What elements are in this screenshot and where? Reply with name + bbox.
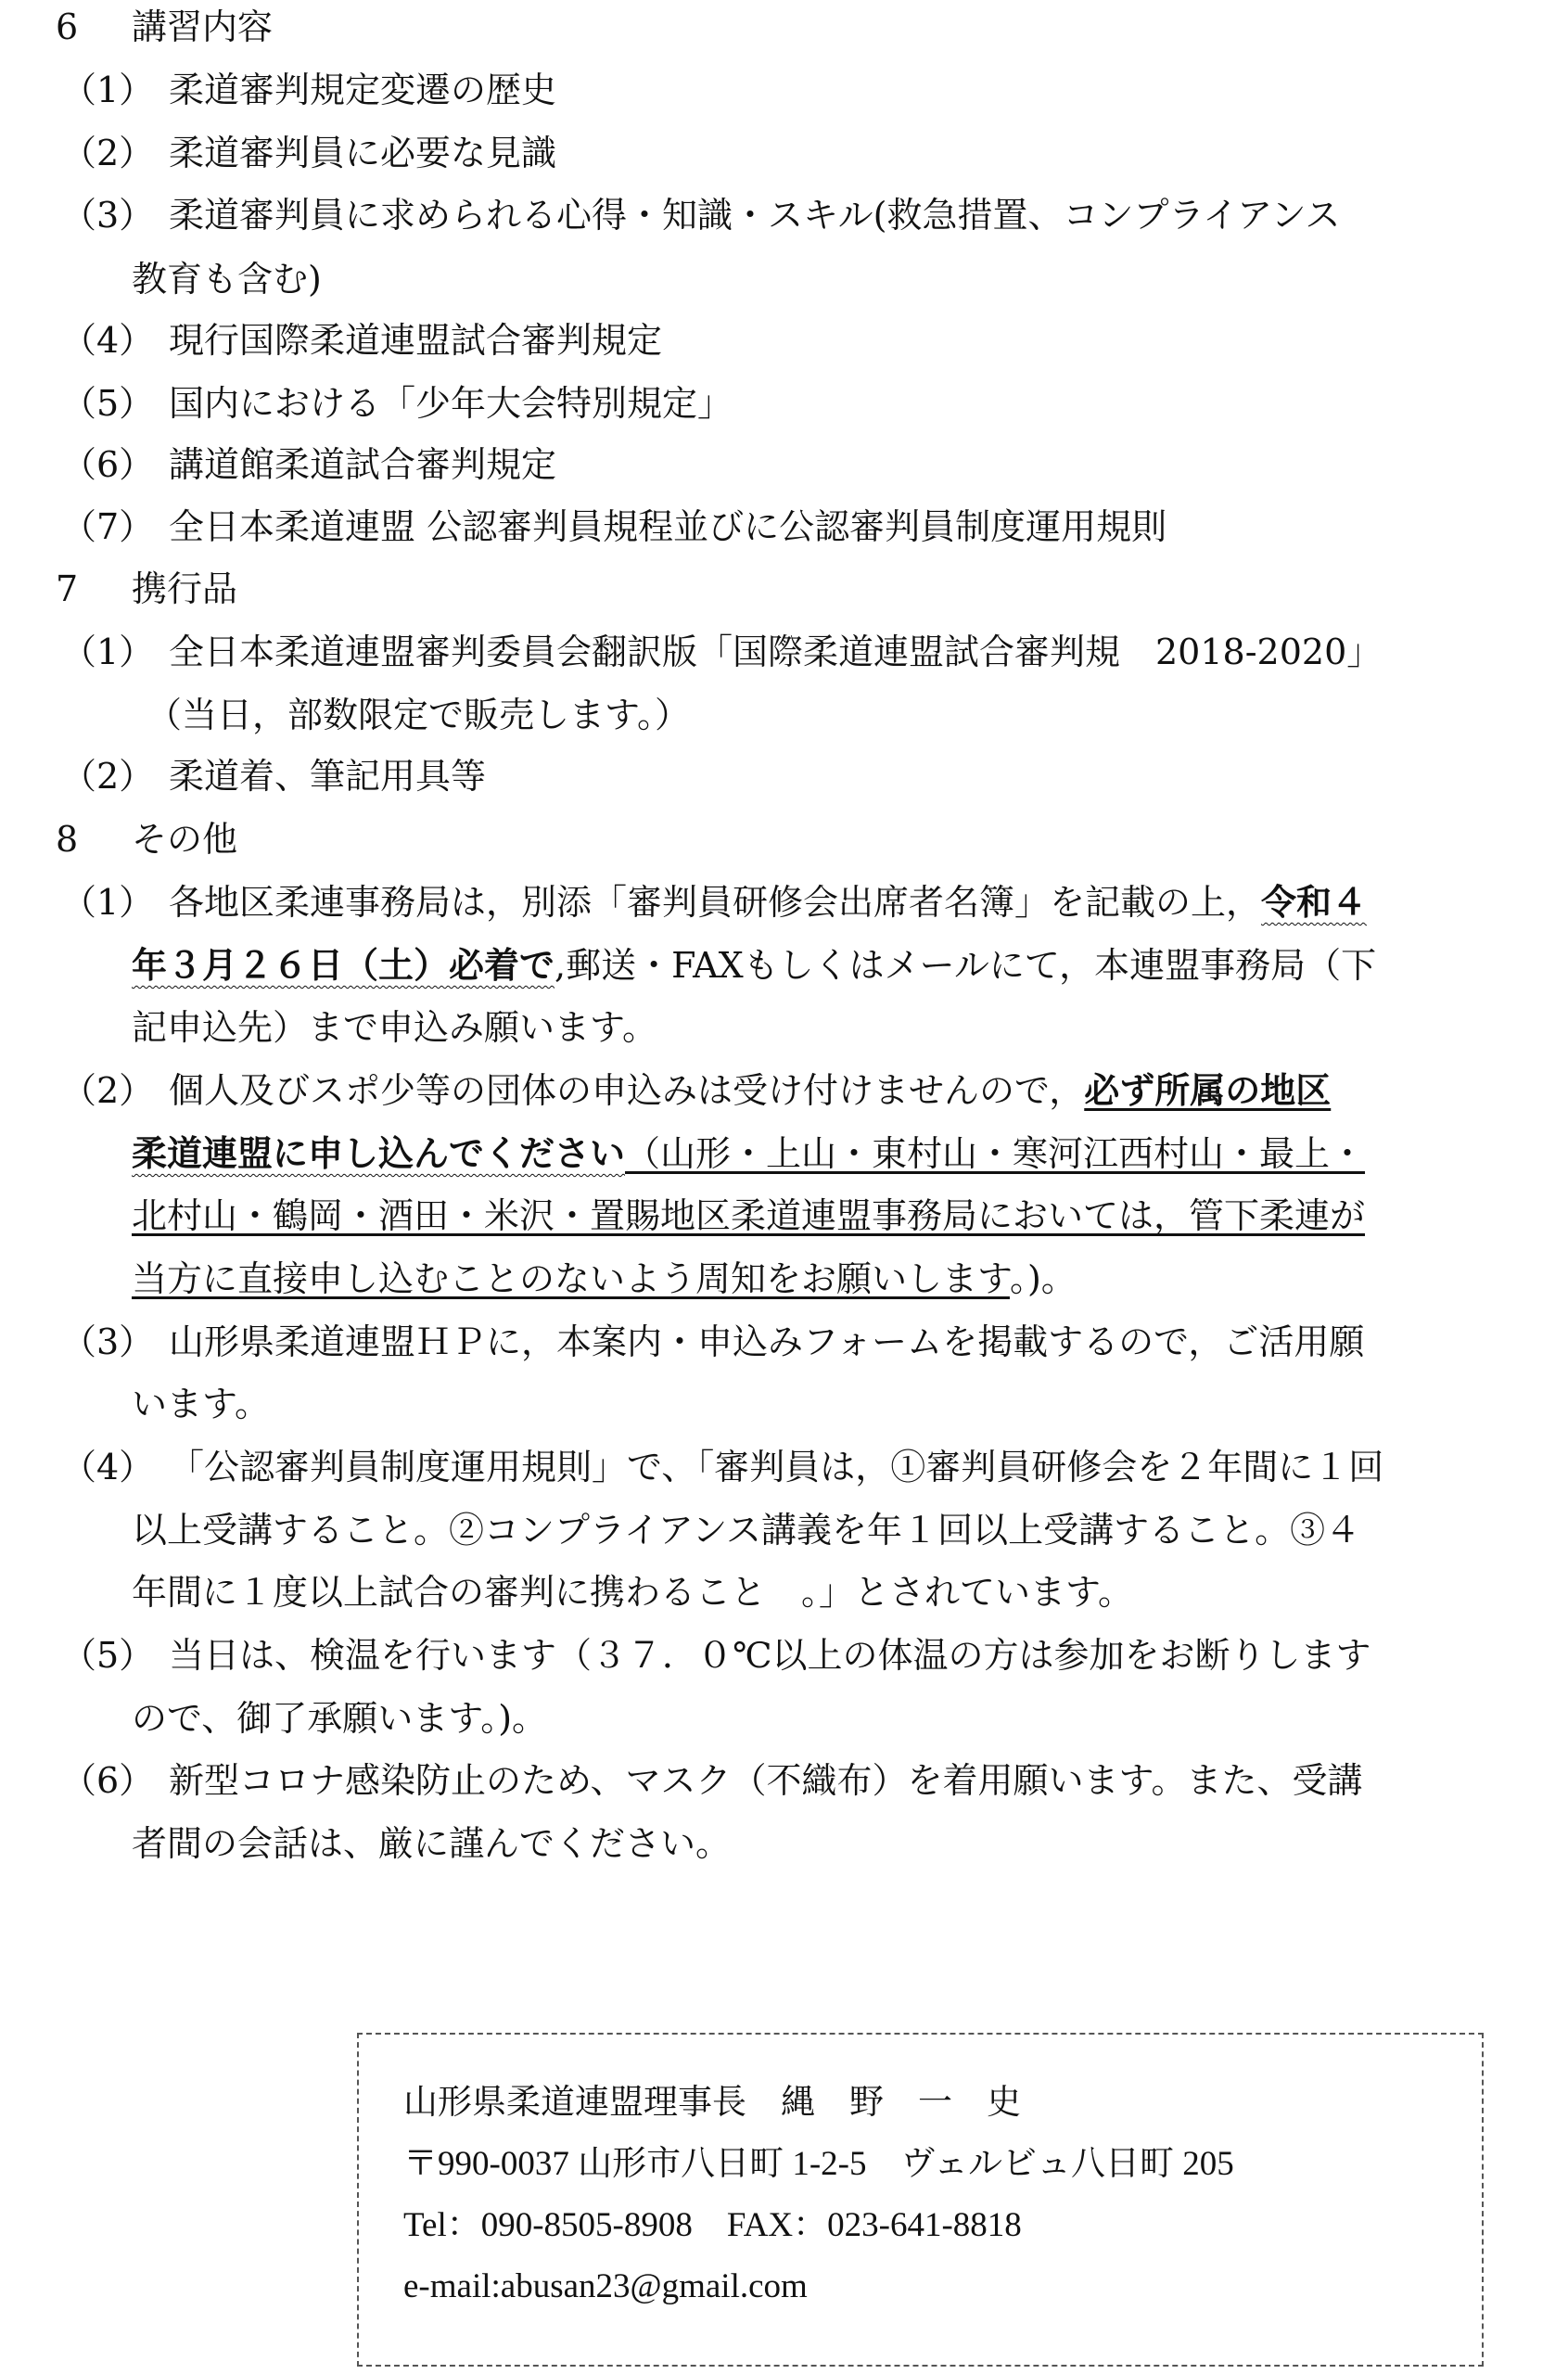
list-item: （5） 当日は、検温を行います（３７．０℃以上の体温の方は参加をお断りします [61,1635,1371,1676]
contact-address: 〒990-0037 山形市八日町 1-2-5 ヴェルビュ八日町 205 [403,2145,1234,2183]
list-item-continuation: 記申込先）まで申込み願います。 [132,1007,657,1048]
list-item: （1） 柔道審判規定変遷の歴史 [61,70,557,110]
list-item: （3） 柔道審判員に求められる心得・知識・スキル(救急措置、コンプライアンス [61,195,1341,236]
list-item: （7） 全日本柔道連盟 公認審判員規程並びに公認審判員制度運用規則 [61,506,1167,547]
list-item-continuation: 者間の会話は、厳に謹んでください。 [132,1823,732,1864]
list-item-continuation: （当日，部数限定で販売します。） [147,695,690,735]
list-item-continuation: 年間に１度以上試合の審判に携わること 。」とされています。 [132,1572,1133,1613]
list-item-continuation: 教育も含む) [132,259,322,300]
list-item: （4） 「公認審判員制度運用規則」で、「審判員は，①審判員研修会を２年間に１回 [61,1447,1384,1487]
section-number: 7 [56,568,79,609]
list-item: （2） 柔道審判員に必要な見識 [61,133,557,173]
list-item-continuation: 年３月２６日（土）必着で,郵送・FAXもしくはメールにて，本連盟事務局（下 [132,944,1377,986]
deadline-text: 令和４ [1261,881,1368,923]
list-item: （2） 柔道着、筆記用具等 [61,756,487,797]
list-item-continuation: ので、御了承願います。)。 [132,1698,548,1739]
list-item-continuation: います。 [132,1384,270,1424]
list-item: （1） 全日本柔道連盟審判委員会翻訳版「国際柔道連盟試合審判規 2018-2020」 [61,632,1383,672]
list-item: （6） 新型コロナ感染防止のため、マスク（不織布）を着用願います。また、受講 [61,1760,1363,1801]
contact-name: 山形県柔道連盟理事長 縄 野 一 史 [403,2084,1021,2122]
list-item: （6） 講道館柔道試合審判規定 [61,444,557,485]
section-number: 6 [56,6,79,47]
list-item: （4） 現行国際柔道連盟試合審判規定 [61,320,663,361]
section-title: その他 [132,819,238,860]
emphasis-text: 必ず所属の地区 [1084,1069,1332,1111]
section-7-heading [56,568,237,610]
list-item-continuation: 北村山・鶴岡・酒田・米沢・置賜地区柔道連盟事務局においては，管下柔連が [132,1195,1366,1236]
list-item: （3） 山形県柔道連盟ＨＰに，本案内・申込みフォームを掲載するので，ご活用願 [61,1321,1365,1362]
deadline-text: 年３月２６日（土）必着で [132,944,555,986]
contact-email[interactable]: e-mail:abusan23@gmail.com [403,2267,808,2305]
section-title: 携行品 [132,568,238,609]
list-item-continuation: 以上受講すること。②コンプライアンス講義を年１回以上受講すること。③４ [132,1510,1361,1551]
section-8-heading [56,818,237,861]
list-item: （5） 国内における「少年大会特別規定」 [61,383,733,424]
section-number: 8 [56,819,79,860]
list-item: （1） 各地区柔連事務局は，別添「審判員研修会出席者名簿」を記載の上，令和４ [61,881,1368,923]
contact-phone-fax: Tel：090-8505-8908 FAX：023-641-8818 [403,2206,1022,2244]
emphasis-text: 柔道連盟に申し込んでください [132,1132,626,1174]
list-item-continuation: 柔道連盟に申し込んでください（山形・上山・東村山・寒河江西村山・最上・ [132,1132,1366,1174]
list-item: （2） 個人及びスポ少等の団体の申込みは受け付けませんので，必ず所属の地区 [61,1069,1332,1111]
contact-box [357,2033,1484,2367]
section-6-heading [56,6,273,48]
section-title: 講習内容 [132,6,274,47]
list-item-continuation: 当方に直接申し込むことのないよう周知をお願いします。)。 [132,1258,1077,1299]
